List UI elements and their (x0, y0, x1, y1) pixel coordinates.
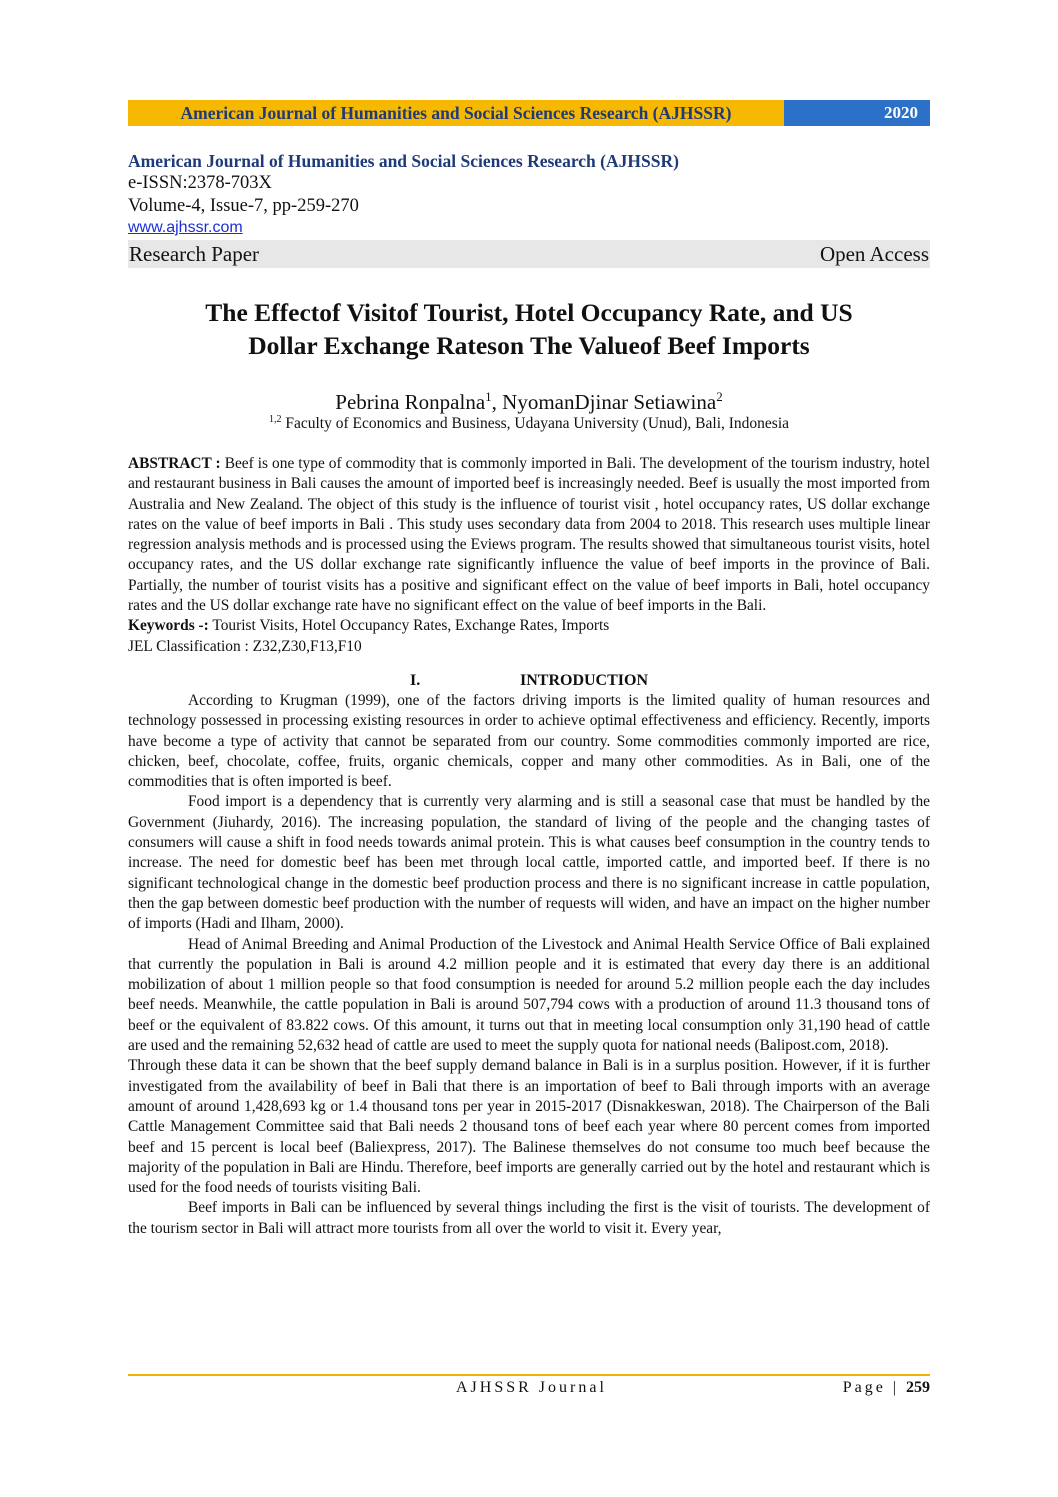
author-1: Pebrina Ronpalna (335, 390, 486, 414)
affiliation (128, 410, 930, 434)
masthead (128, 150, 930, 268)
title-line-1: The Effectof Visitof Tourist, Hotel Occupancy Rate, and US (205, 298, 853, 327)
page-number: 259 (906, 1379, 930, 1396)
paper-type-bar (128, 240, 930, 268)
journal-banner (128, 100, 930, 126)
issn: e-ISSN:2378-703X (128, 173, 272, 193)
intro-paragraph-4: Through these data it can be shown that the beef supply demand balance in Bali is in a surplus position. However, if it is further investigated from the availability of beef in Bali that there is an importation of beef to Bali through imports with an average amount of around 1,428,693 kg or 1.4 thousand tons per year in 2015-2017 (Disnakkeswan, 2018). The Chairperson of the Bali Cattle Management Committee said that Bali needs 2 thousand tons of beef each year where 80 percent comes from imported beef and 15 percent is local beef (Baliexpress, 2017). The Balinese themselves do not consume too much beef because the majority of the population in Bali are Hindu. Therefore, beef imports are generally carried out by the hotel and restaurant which is used for the food needs of tourists visiting Bali. (128, 1057, 930, 1197)
keywords-text: Tourist Visits, Hotel Occupancy Rates, Exchange Rates, Imports (208, 617, 610, 635)
abstract-text: Beef is one type of commodity that is commonly imported in Bali. The development of the tourism industry, hotel and restaurant business in Bali causes the amount of imported beef is increasingly needed. Beef is usually the most imported from Australia and New Zealand. The object of this study is the influence of tourist visit , hotel occupancy rates, US dollar exchange rates on the value of beef imports in Bali . This study uses secondary data from 2004 to 2018. This research uses multiple linear regression analysis methods and is processed using the Eviews program. The results showed that simultaneous tourist visits, hotel occupancy rates, and the US dollar exchange rate significantly influence the value of beef imports in the province of Bali. Partially, the number of tourist visits has a positive and significant effect on the value of beef imports in Bali, hotel occupancy rates and the US dollar exchange rate have no significant effect on the value of beef imports in the Bali. (128, 455, 930, 615)
affiliation-marks: 1,2 (268, 414, 282, 425)
intro-paragraph-1: According to Krugman (1999), one of the factors driving imports is the limited quality of human resources and technology possessed in processing existing resources in order to achieve optimal effectiveness and efficiency. Recently, imports have become a type of activity that cannot be separated from our country. Some commodities commonly imported are rice, chicken, beef, chocolate, coffee, fruits, organic chemicals, copper and many other commodities. As in Bali, one of the commodities that is often imported is beef. (128, 691, 930, 791)
section-title: INTRODUCTION (519, 671, 648, 689)
masthead-journal-name: American Journal of Humanities and Social Sciences Research (AJHSSR) (128, 151, 679, 171)
banner-journal-name: American Journal of Humanities and Social Sciences Research (AJHSSR) (128, 100, 784, 126)
page-label: Page | (842, 1379, 906, 1396)
paper-body (128, 454, 930, 1239)
jel-classification: JEL Classification : Z32,Z30,F13,F10 (128, 637, 362, 655)
page-footer (128, 1374, 930, 1397)
author-2: NyomanDjinar Setiawina (502, 390, 717, 414)
abstract-label: ABSTRACT : (128, 455, 221, 472)
author-2-affil-mark: 2 (716, 389, 723, 404)
journal-website-link[interactable]: www.ajhssr.com (128, 219, 243, 236)
section-number: I. (409, 671, 421, 689)
paper-title (128, 296, 930, 362)
banner-year: 2020 (784, 100, 930, 126)
volume-issue: Volume-4, Issue-7, pp-259-270 (128, 196, 359, 216)
abstract (128, 454, 930, 616)
section-heading-introduction (128, 671, 930, 691)
keywords-label: Keywords -: (128, 617, 209, 635)
title-line-2: Dollar Exchange Rateson The Valueof Beef Imports (248, 331, 810, 360)
access-type: Open Access (819, 241, 929, 266)
paper-type: Research Paper (129, 241, 260, 266)
footer-page (843, 1379, 930, 1397)
intro-paragraph-2: Food import is a dependency that is currently very alarming and is still a seasonal case that must be handled by the Government (Jiuhardy, 2016). The increasing population, the standard of living of the people and the changing tastes of consumers will cause a shift in food needs towards animal protein. This is what causes beef consumption in the country tends to increase. The need for domestic beef has been met through local cattle, imported cattle, and imported beef. If there is no significant technological change in the domestic beef production process and there is no significant increase in cattle population, then the gap between domestic beef production with the number of requests will widen, and have an impact on the higher number of imports (Hadi and Ilham, 2000). (128, 793, 930, 933)
intro-paragraph-5: Beef imports in Bali can be influenced by several things including the first is the visit of tourists. The development of the tourism sector in Bali will attract more tourists from all over the world to visit it. Every year, (128, 1199, 930, 1237)
affiliation-text: Faculty of Economics and Business, Udayana University (Unud), Bali, Indonesia (285, 415, 790, 433)
intro-paragraph-3: Head of Animal Breeding and Animal Production of the Livestock and Animal Health Service Office of Bali explained that currently the population in Bali is around 4.2 million people and it is estimated that every day there is an additional mobilization of about 1 million people so that food consumption is needed for around 5.2 million people each the day includes beef needs. Meanwhile, the cattle population in Bali is around 507,794 cows with a production of around 11.3 thousand tons of beef or the equivalent of 83.822 cows. Of this amount, it turns out that in meeting local consumption only 31,190 head of cattle are used and the remaining 52,632 head of cattle are used to meet the supply quota for national needs (Balipost.com, 2018). (128, 935, 930, 1055)
keywords (128, 616, 930, 636)
author-separator: , (491, 390, 503, 414)
footer-journal: AJHSSR Journal (456, 1379, 607, 1396)
author-1-affil-mark: 1 (485, 389, 492, 404)
